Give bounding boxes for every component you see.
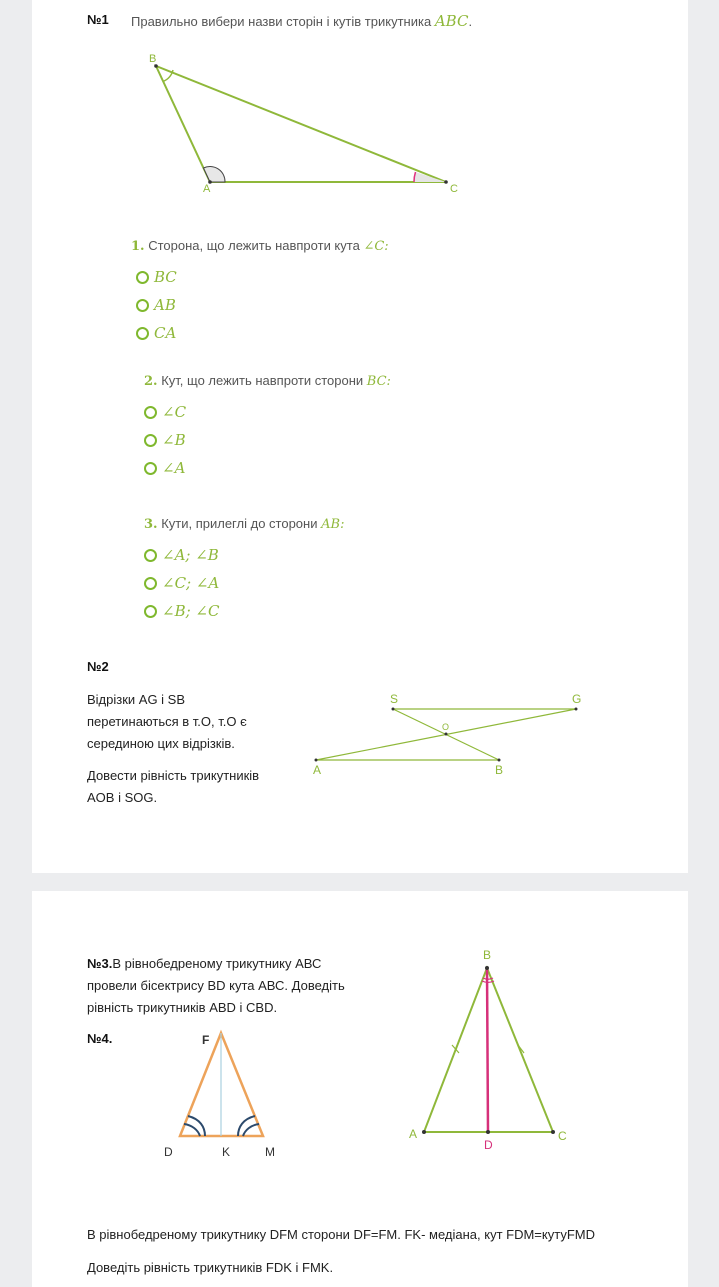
radio-button[interactable] bbox=[144, 549, 157, 562]
label-d4: D bbox=[164, 1145, 173, 1159]
question-1-option-2[interactable]: AB bbox=[136, 294, 177, 316]
label-k: K bbox=[222, 1145, 231, 1159]
task3-text: №3.В рівнобедреному трикутнику АВС провели бісектрису BD кута АВС. Доведіть рівність трикутників ABD і CBD. bbox=[87, 956, 345, 1015]
radio-button[interactable] bbox=[144, 434, 157, 447]
question-1-label: 1. Сторона, що лежить навпроти кута ∠C: bbox=[131, 238, 389, 254]
radio-button[interactable] bbox=[136, 299, 149, 312]
radio-button[interactable] bbox=[144, 462, 157, 475]
worksheet-page-1 bbox=[32, 0, 688, 873]
question-2-options bbox=[144, 401, 186, 479]
label-c3: C bbox=[558, 1129, 567, 1143]
radio-button[interactable] bbox=[144, 577, 157, 590]
question-1-number: 1. bbox=[131, 239, 145, 254]
angle-m-arc-1 bbox=[243, 1124, 259, 1136]
task2-prove: Довести рівність трикутників AOB і SOG. bbox=[87, 768, 260, 805]
radio-button[interactable] bbox=[136, 271, 149, 284]
question-1-option-1[interactable]: BC bbox=[136, 266, 177, 288]
question-3-label: 3. Кути, прилеглі до сторони AB: bbox=[144, 516, 345, 532]
angle-c-fill bbox=[414, 172, 446, 182]
question-3-options bbox=[144, 544, 219, 622]
task1-number: №1 bbox=[87, 12, 109, 27]
question-2-option-1[interactable]: ∠C bbox=[144, 401, 186, 423]
label-b2: B bbox=[495, 763, 504, 777]
task4-prove: Доведіть рівність трикутників FDK і FMK. bbox=[87, 1260, 334, 1275]
label-m: M bbox=[265, 1145, 275, 1159]
question-2-label: 2. Кут, що лежить навпроти сторони BC: bbox=[144, 373, 391, 389]
label-g: G bbox=[572, 692, 582, 706]
bisector-bd bbox=[487, 968, 488, 1132]
question-3-number: 3. bbox=[144, 517, 158, 532]
question-3-option-3[interactable]: ∠B; ∠C bbox=[144, 600, 219, 622]
question-2-math: BC bbox=[366, 374, 387, 389]
question-2-text: Кут, що лежить навпроти сторони bbox=[161, 373, 364, 388]
label-b: B bbox=[149, 53, 157, 65]
radio-button[interactable] bbox=[144, 605, 157, 618]
question-1-options bbox=[136, 266, 177, 344]
question-2-option-3[interactable]: ∠A bbox=[144, 457, 186, 479]
question-2-option-2[interactable]: ∠B bbox=[144, 429, 186, 451]
question-1-math: ∠C bbox=[363, 239, 385, 254]
label-d3: D bbox=[484, 1138, 493, 1152]
question-1-option-3[interactable]: CA bbox=[136, 322, 177, 344]
label-a: A bbox=[203, 183, 211, 195]
question-2-number: 2. bbox=[144, 374, 158, 389]
task4-number: №4. bbox=[87, 1031, 113, 1046]
question-3-text: Кути, прилеглі до сторони bbox=[161, 516, 318, 531]
label-b3: B bbox=[483, 948, 492, 962]
label-o: O bbox=[442, 722, 450, 732]
task1-title-text: Правильно вибери назви сторін і кутів трикутника bbox=[131, 14, 432, 29]
label-s: S bbox=[390, 692, 399, 706]
angle-a-arc bbox=[204, 167, 226, 182]
question-3-option-2[interactable]: ∠C; ∠A bbox=[144, 572, 219, 594]
triangle-abc-shape bbox=[156, 66, 446, 182]
label-a3: A bbox=[409, 1127, 418, 1141]
radio-button[interactable] bbox=[144, 406, 157, 419]
task3-number: №3. bbox=[87, 956, 113, 971]
segments-diagram bbox=[302, 684, 592, 780]
question-1-text: Сторона, що лежить навпроти кута bbox=[148, 238, 360, 253]
task1-title: Правильно вибери назви сторін і кутів трикутника ABC. bbox=[131, 12, 473, 30]
triangle-abc-diagram bbox=[142, 48, 472, 198]
worksheet-page-2 bbox=[32, 891, 688, 1287]
isosceles-dfm-diagram bbox=[152, 1026, 292, 1176]
task4-statement: В рівнобедреному трикутнику DFM сторони DF=FM. FK- медіана, кут FDM=кутуFMD bbox=[87, 1227, 595, 1242]
isosceles-abc-bisector-diagram bbox=[400, 943, 580, 1153]
question-3-option-1[interactable]: ∠A; ∠B bbox=[144, 544, 219, 566]
label-a2: A bbox=[313, 763, 322, 777]
label-f: F bbox=[202, 1033, 210, 1047]
task1-title-math: ABC bbox=[434, 12, 469, 30]
task2-statement: Відрізки AG і SB перетинаються в т.О, т.О є серединою цих відрізків. bbox=[87, 692, 247, 751]
radio-button[interactable] bbox=[136, 327, 149, 340]
angle-d-arc-1 bbox=[184, 1124, 200, 1136]
question-3-math: AB bbox=[321, 517, 341, 532]
task2-number: №2 bbox=[87, 659, 109, 674]
label-c: C bbox=[450, 183, 458, 195]
